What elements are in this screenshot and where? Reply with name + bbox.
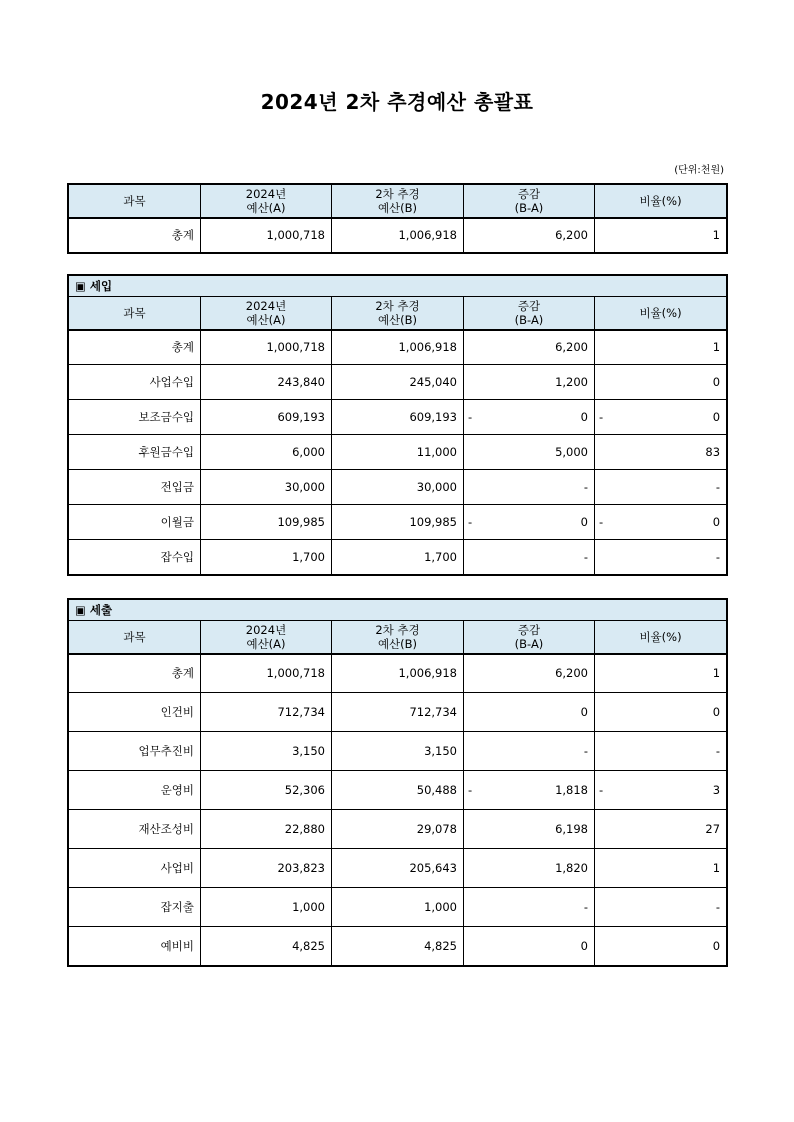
budget-b-cell-value: 1,006,918 [398,340,457,355]
budget-b-cell [332,693,464,732]
subject-cell-value: 보조금수입 [138,410,194,424]
ratio-cell [595,505,727,540]
subject-cell-value: 총계 [171,228,194,243]
ratio-cell [595,218,727,253]
ratio-cell-value: 1 [712,228,720,243]
budget-a-cell [201,330,332,365]
budget-a-cell-value: 6,000 [292,445,325,459]
table-row [69,849,727,888]
budget-a-cell-value: 1,000 [292,900,325,914]
subject-cell-value: 총계 [171,340,194,355]
ratio-cell [595,365,727,400]
ratio-cell [595,540,727,575]
header-budget-b: 2차 추경 예산(B) [332,297,464,330]
budget-a-cell [201,505,332,540]
header-subject: 과목 [69,621,201,654]
subject-cell [69,693,201,732]
budget-b-cell [332,470,464,505]
diff-cell-value: 1,820 [555,861,588,875]
header-ratio: 비율(%) [595,621,727,654]
diff-cell [464,810,595,849]
diff-cell [464,218,595,253]
budget-b-cell-value: 609,193 [409,410,457,424]
subject-cell-value: 운영비 [160,783,194,797]
subject-cell [69,540,201,575]
revenue-table [68,275,727,575]
budget-b-cell-value: 3,150 [424,744,457,758]
budget-a-cell-value: 1,000,718 [266,228,325,243]
header-budget-a: 2024년 예산(A) [201,297,332,330]
table-row [69,732,727,771]
header-budget-b: 2차 추경 예산(B) [332,185,464,218]
page-title: 2024년 2차 추경예산 총괄표 [260,90,534,114]
diff-cell [464,400,595,435]
budget-a-cell-value: 30,000 [284,480,325,494]
ratio-cell-value: - [715,480,721,494]
ratio-cell [595,927,727,966]
ratio-cell-value: 0 [712,410,721,424]
subject-cell [69,849,201,888]
ratio-cell [595,400,727,435]
header-ratio: 비율(%) [595,185,727,218]
budget-b-cell-value: 30,000 [416,480,457,494]
ratio-cell-value: - [715,550,721,564]
budget-a-cell-value: 52,306 [284,783,325,797]
budget-b-cell-value: 4,825 [424,939,457,953]
subject-cell [69,771,201,810]
ratio-cell-value: 3 [712,783,721,797]
table-row [69,365,727,400]
budget-b-cell [332,849,464,888]
budget-b-cell [332,888,464,927]
section-label-expenditure: ▣ 세출 [69,600,727,621]
diff-cell-value: 6,200 [555,666,588,681]
ratio-cell-value: 0 [712,515,721,529]
table-row [69,505,727,540]
subject-cell-value: 예비비 [160,939,194,953]
header-diff: 증감 (B-A) [464,297,595,330]
budget-a-cell [201,470,332,505]
ratio-cell [595,732,727,771]
table-row [69,470,727,505]
budget-b-cell-value: 29,078 [416,822,457,836]
ratio-cell [595,849,727,888]
diff-cell-value: 0 [580,515,588,529]
budget-a-cell [201,732,332,771]
subject-cell-value: 사업비 [160,861,194,875]
diff-cell-value: 1,818 [555,783,588,797]
negative-sign: - [468,410,473,424]
ratio-cell [595,330,727,365]
ratio-cell [595,693,727,732]
table-row [69,693,727,732]
table-row [69,771,727,810]
budget-b-cell-value: 11,000 [416,445,457,459]
subject-cell-value: 총계 [171,666,194,681]
budget-a-cell [201,435,332,470]
subject-cell [69,365,201,400]
budget-b-cell-value: 1,006,918 [398,666,457,681]
diff-cell-value: - [583,900,588,914]
budget-a-cell [201,218,332,253]
diff-cell [464,771,595,810]
subject-cell [69,810,201,849]
subject-cell [69,927,201,966]
negative-sign: - [468,515,473,529]
budget-b-cell [332,400,464,435]
section-label-revenue: ▣ 세입 [69,276,727,297]
negative-sign: - [599,515,604,529]
budget-a-cell [201,400,332,435]
expenditure-body [69,654,727,966]
budget-b-cell-value: 1,700 [424,550,457,564]
diff-cell-value: - [583,550,588,564]
budget-a-cell-value: 712,734 [277,705,325,719]
negative-sign: - [468,783,473,797]
negative-sign: - [599,783,604,797]
diff-cell [464,654,595,693]
diff-cell [464,849,595,888]
subject-cell [69,330,201,365]
ratio-cell-value: 0 [712,939,721,953]
revenue-body [69,330,727,575]
budget-a-cell [201,849,332,888]
budget-a-cell-value: 3,150 [292,744,325,758]
diff-cell-value: - [583,480,588,494]
diff-cell [464,732,595,771]
subject-cell [69,400,201,435]
ratio-cell [595,654,727,693]
subject-cell [69,654,201,693]
ratio-cell-value: 0 [712,375,721,389]
subject-cell-value: 재산조성비 [138,822,194,836]
summary-body [69,218,727,253]
budget-a-cell-value: 4,825 [292,939,325,953]
budget-a-cell-value: 1,700 [292,550,325,564]
ratio-cell-value: 27 [705,822,721,836]
table-row [69,810,727,849]
budget-b-cell-value: 1,000 [424,900,457,914]
unit-label: (단위:천원) [674,165,724,176]
diff-cell-value: 0 [580,705,588,719]
budget-a-cell [201,771,332,810]
header-subject: 과목 [69,297,201,330]
subject-cell [69,470,201,505]
budget-a-cell-value: 22,880 [284,822,325,836]
diff-cell [464,540,595,575]
table-row [69,654,727,693]
table-row [69,330,727,365]
ratio-cell [595,810,727,849]
diff-cell-value: - [583,744,588,758]
budget-a-cell [201,654,332,693]
expenditure-table [68,599,727,966]
diff-cell [464,693,595,732]
subject-cell-value: 잡지출 [160,900,194,914]
subject-cell [69,888,201,927]
table-row [69,888,727,927]
diff-cell-value: 6,200 [555,340,588,355]
budget-b-cell-value: 712,734 [409,705,457,719]
ratio-cell-value: - [715,900,721,914]
subject-cell-value: 인건비 [160,705,194,719]
budget-b-cell [332,365,464,400]
diff-cell-value: 5,000 [555,445,588,459]
budget-a-cell-value: 243,840 [277,375,325,389]
budget-a-cell [201,888,332,927]
budget-b-cell-value: 109,985 [409,515,457,529]
budget-b-cell [332,732,464,771]
subject-cell [69,732,201,771]
budget-b-cell-value: 245,040 [409,375,457,389]
ratio-cell-value: 0 [712,705,721,719]
subject-cell-value: 전입금 [160,480,194,494]
budget-a-cell-value: 609,193 [277,410,325,424]
budget-a-cell-value: 1,000,718 [266,340,325,355]
diff-cell [464,927,595,966]
subject-cell-value: 업무추진비 [138,744,194,758]
subject-cell [69,435,201,470]
ratio-cell-value: 1 [712,340,721,355]
subject-cell [69,218,201,253]
budget-a-cell-value: 1,000,718 [266,666,325,681]
budget-b-cell [332,810,464,849]
budget-b-cell [332,435,464,470]
diff-cell [464,470,595,505]
header-budget-b: 2차 추경 예산(B) [332,621,464,654]
budget-a-cell [201,693,332,732]
header-diff: 증감 (B-A) [464,185,595,218]
diff-cell [464,888,595,927]
budget-b-cell [332,540,464,575]
ratio-cell [595,771,727,810]
subject-cell-value: 후원금수입 [138,445,194,459]
subject-cell [69,505,201,540]
budget-a-cell [201,927,332,966]
ratio-cell-value: 83 [705,445,721,459]
ratio-cell-value: 1 [712,666,721,681]
diff-cell-value: 1,200 [555,375,588,389]
diff-cell-value: 0 [580,939,588,953]
budget-b-cell [332,218,464,253]
subject-cell-value: 잡수입 [160,550,194,564]
ratio-cell-value: 1 [712,861,721,875]
budget-a-cell [201,810,332,849]
budget-a-cell-value: 109,985 [277,515,325,529]
budget-b-cell-value: 50,488 [416,783,457,797]
table-row [69,218,727,253]
ratio-cell [595,435,727,470]
table-row [69,927,727,966]
header-budget-a: 2024년 예산(A) [201,621,332,654]
table-row [69,400,727,435]
header-ratio: 비율(%) [595,297,727,330]
budget-b-cell [332,771,464,810]
budget-b-cell-value: 205,643 [409,861,457,875]
ratio-cell [595,888,727,927]
header-budget-a: 2024년 예산(A) [201,185,332,218]
diff-cell [464,365,595,400]
diff-cell-value: 6,198 [555,822,588,836]
ratio-cell-value: - [715,744,721,758]
diff-cell [464,330,595,365]
budget-b-cell [332,927,464,966]
ratio-cell [595,470,727,505]
negative-sign: - [599,410,604,424]
budget-b-cell [332,654,464,693]
diff-cell [464,505,595,540]
diff-cell-value: 6,200 [555,228,588,243]
header-subject: 과목 [69,185,201,218]
subject-cell-value: 사업수입 [149,375,194,389]
budget-a-cell [201,365,332,400]
subject-cell-value: 이월금 [160,515,194,529]
header-diff: 증감 (B-A) [464,621,595,654]
summary-table [68,184,727,253]
diff-cell [464,435,595,470]
table-row [69,435,727,470]
diff-cell-value: 0 [580,410,588,424]
table-row [69,540,727,575]
budget-a-cell [201,540,332,575]
budget-a-cell-value: 203,823 [277,861,325,875]
budget-b-cell [332,330,464,365]
budget-b-cell [332,505,464,540]
budget-b-cell-value: 1,006,918 [398,228,457,243]
